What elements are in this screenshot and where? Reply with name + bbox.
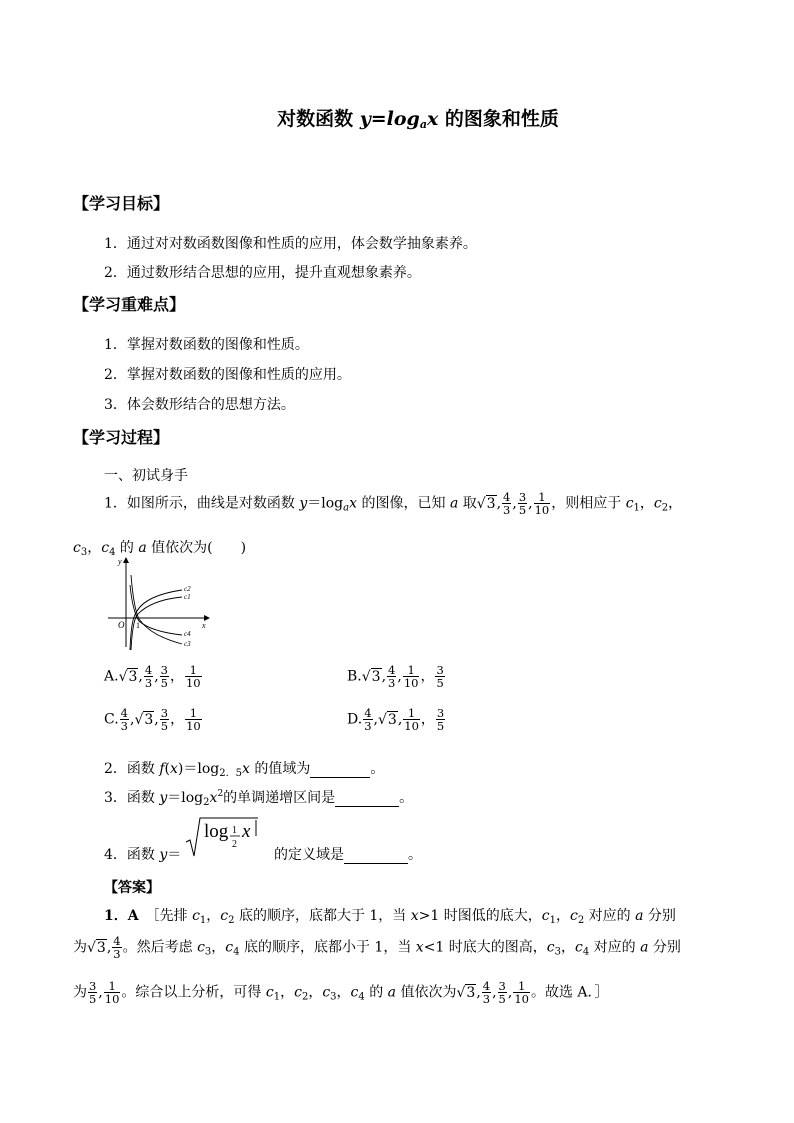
goal-item-1: 1．通过对对数函数图像和性质的应用，体会数学抽象素养。 — [104, 236, 477, 252]
section-heading-goals: 【学习目标】 — [73, 194, 170, 213]
page-title: 对数函数 $y=\log_ax$ 的图象和性质 — [277, 108, 559, 131]
option-b: B.√3, $\frac{4}{3}$ , $\frac{1}{10}$ ， $\frac{3}{5}$ — [347, 663, 444, 690]
answer-blank[interactable] — [344, 847, 408, 864]
graph-label-c2: c2 — [184, 585, 191, 593]
question-2: 2．函数 $f(x)=\log_{2.5}x$ 的值域为 。 — [104, 761, 385, 779]
graph-label-one: 1 — [136, 621, 140, 630]
key-item-1: 1．掌握对数函数的图像和性质。 — [104, 337, 309, 353]
svg-text:x: x — [242, 821, 251, 842]
goal-item-2: 2．通过数形结合思想的应用，提升直观想象素养。 — [104, 265, 421, 281]
graph-label-c3: c3 — [184, 640, 191, 648]
sqrt-log-expression — [184, 816, 264, 864]
graph-label-origin: O — [118, 620, 125, 630]
answer-blank[interactable] — [310, 761, 370, 778]
answer-blank[interactable] — [335, 790, 399, 807]
graph-label-y: y — [118, 557, 122, 566]
answer-line-1: 1．A ［先排 $c_1$，$c_2$ 底的顺序，底都大于 1，当 x>1 时图低的底大，$c_1$，$c_2$ 对应的 a 分别 — [104, 908, 676, 926]
svg-text:1: 1 — [232, 825, 237, 836]
graph-label-c4: c4 — [184, 630, 191, 638]
graph-label-x: x — [202, 621, 206, 630]
option-c: C. $\frac{4}{3}$ ,√3, $\frac{3}{5}$ ， $\frac{1}{10}$ — [104, 706, 201, 733]
q1-line-1: 1．如图所示，曲线是对数函数 $y=\log_ax$ 的图像，已知 a 取√3, $\frac{4}{3}$ , $\frac{3}{5}$ , $\frac{1}{10}$ ，则相应于 $c_1$，$c_2$， — [104, 490, 683, 517]
y-axis-arrow — [123, 557, 129, 563]
svg-text:2: 2 — [232, 839, 237, 850]
question-3: 3．函数 $y=\log_2x^2$的单调递增区间是 。 — [104, 789, 414, 808]
option-a: A.√3, $\frac{4}{3}$ , $\frac{3}{5}$ ， $\frac{1}{10}$ — [104, 663, 201, 690]
graph-label-c1: c1 — [184, 593, 191, 601]
section-heading-key: 【学习重难点】 — [73, 295, 186, 314]
key-item-2: 2．掌握对数函数的图像和性质的应用。 — [104, 367, 351, 383]
answer-line-3: 为 $\frac{3}{5}$ , $\frac{1}{10}$ 。综合以上分析，可得 $c_1$，$c_2$，$c_3$，$c_4$ 的 a 值依次为√3, $\frac{4}{3}$ , $\frac{3}{5}$ , $\frac{1}{10}$ 。故选 A．］ — [73, 979, 609, 1006]
q1-line-2: $c_3$，$c_4$ 的 a 值依次为( ) — [73, 540, 247, 558]
svg-text:log: log — [204, 821, 229, 842]
log-curves-figure — [104, 555, 214, 655]
answer-heading: 【答案】 — [104, 880, 160, 896]
answer-line-2: 为√3, $\frac{4}{3}$ 。然后考虑 $c_3$，$c_4$ 底的顺序，底都小于 1，当 x<1 时底大的图高，$c_3$，$c_4$ 对应的 a 分别 — [73, 934, 681, 961]
section-heading-process: 【学习过程】 — [73, 428, 170, 447]
key-item-3: 3．体会数形结合的思想方法。 — [104, 397, 295, 413]
option-d: D. $\frac{4}{3}$ ,√3, $\frac{1}{10}$ ， $\frac{3}{5}$ — [347, 706, 445, 733]
subheading-warmup: 一、初试身手 — [104, 468, 188, 484]
curve-c2 — [130, 590, 182, 650]
